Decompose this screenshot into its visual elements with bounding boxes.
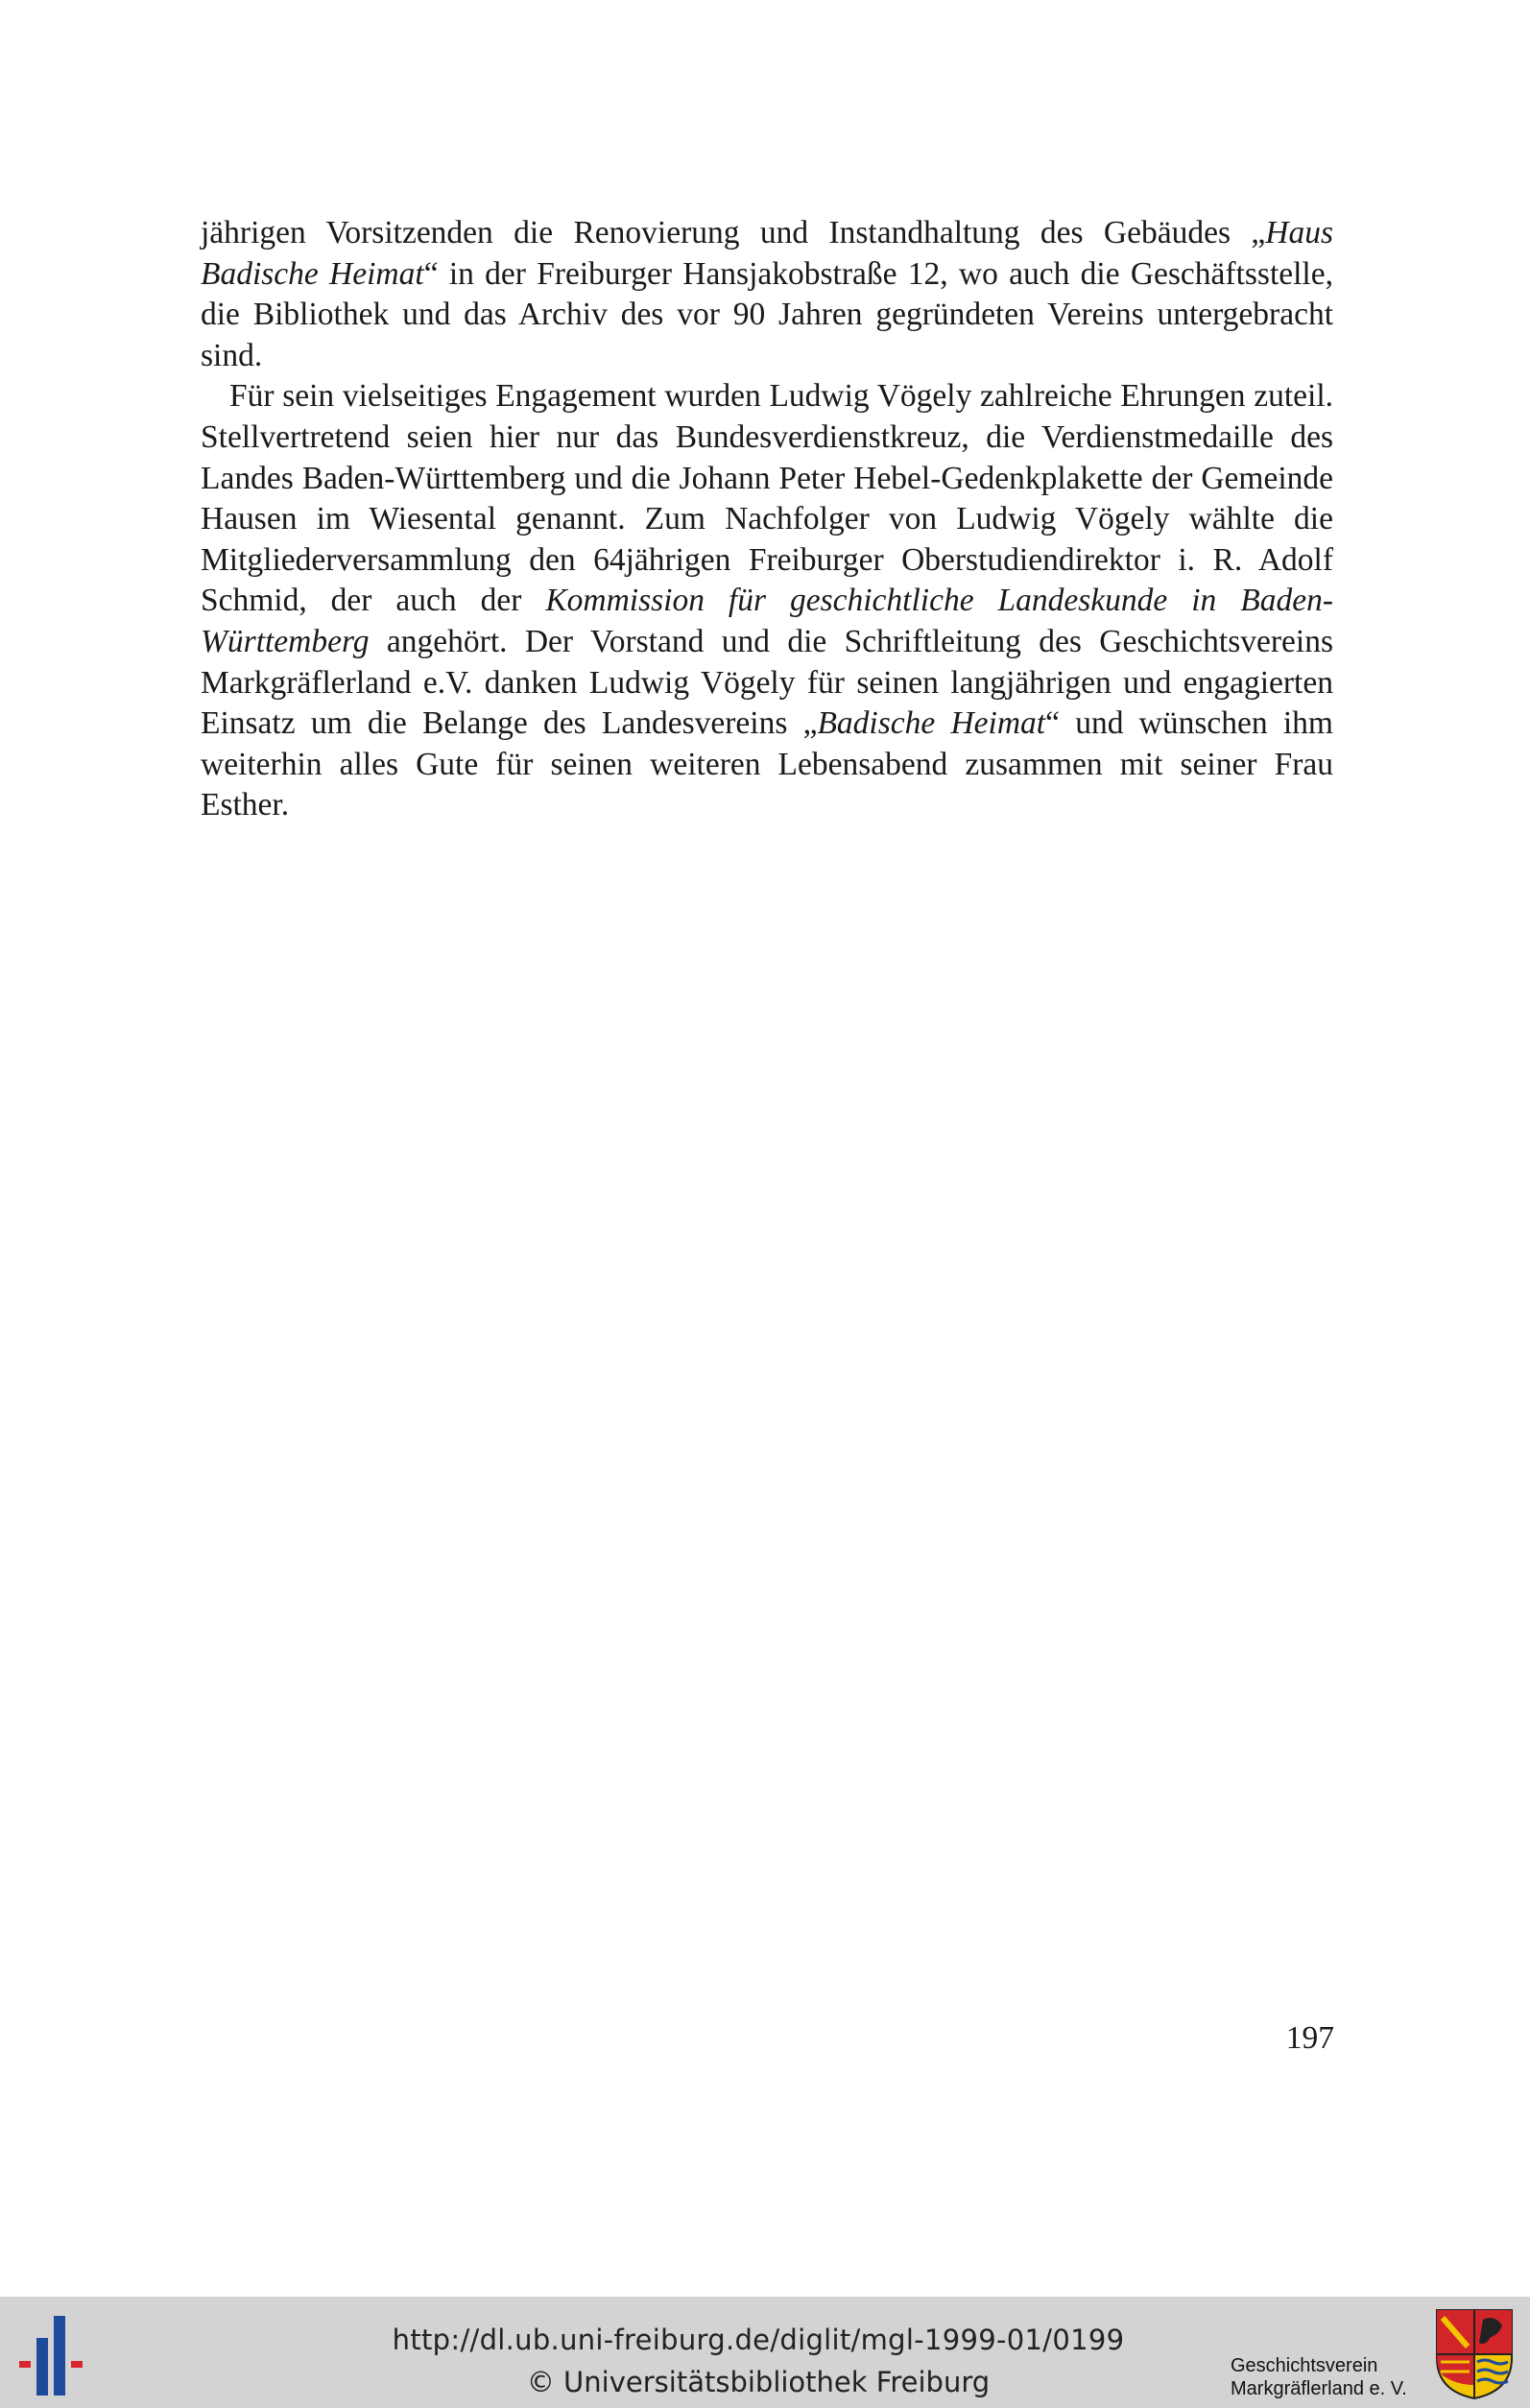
- italic-text: Kommission für geschichtliche Landeskunde in Baden-Württemberg: [201, 583, 1333, 659]
- italic-text: Badische Heimat: [817, 705, 1046, 742]
- text-segment: “ und wünschen ihm weiterhin alles Gute für seinen weiteren Lebensabend zusammen mit seiner Frau Esther.: [201, 705, 1333, 823]
- document-url[interactable]: http://dl.ub.uni-freiburg.de/diglit/mgl-1999-01/0199: [392, 2324, 1125, 2356]
- paragraph: [201, 376, 1333, 826]
- paragraph: [201, 213, 1333, 376]
- page-number: 197: [1285, 2020, 1334, 2056]
- text-segment: angehört. Der Vorstand und die Schriftleitung des Geschichtsvereins Markgräflerland e.V. danken Ludwig Vögely für seinen langjährigen und engagierten Einsatz um die Belange des Landesvereins „: [201, 623, 1333, 742]
- text-segment: jährigen Vorsitzenden die Renovierung und Instandhaltung des Gebäudes „: [201, 215, 1266, 250]
- footer-bar: [0, 2297, 1530, 2408]
- society-name: [1231, 2354, 1407, 2400]
- italic-text: Haus Badische Heimat: [201, 215, 1333, 292]
- copyright-notice: © Universitätsbibliothek Freiburg: [526, 2366, 991, 2398]
- coat-of-arms-icon: [1435, 2308, 1514, 2400]
- body-text: [201, 213, 1333, 826]
- text-segment: Für sein vielseitiges Engagement wurden Ludwig Vögely zahlreiche Ehrungen zuteil. Stellvertretend seien hier nur das Bundesverdienstkreuz, die Verdienstmedaille des Landes Baden-Württemberg und die Johann Peter Hebel-Gedenkplakette der Gemeinde Hausen im Wiesental genannt. Zum Nachfolger von Ludwig Vögely wählte die Mitgliederversammlung den 64jährigen Freiburger Oberstudiendirektor i. R. Adolf Schmid, der auch der: [201, 378, 1333, 619]
- ub-freiburg-logo-icon: [19, 2311, 96, 2397]
- society-name-line2: Markgräflerland e. V.: [1231, 2378, 1407, 2399]
- text-segment: “ in der Freiburger Hansjakobstraße 12, wo auch die Geschäftsstelle, die Bibliothek und das Archiv des vor 90 Jahren gegründeten Vereins untergebracht sind.: [201, 255, 1333, 373]
- society-name-line1: Geschichtsverein: [1231, 2355, 1378, 2376]
